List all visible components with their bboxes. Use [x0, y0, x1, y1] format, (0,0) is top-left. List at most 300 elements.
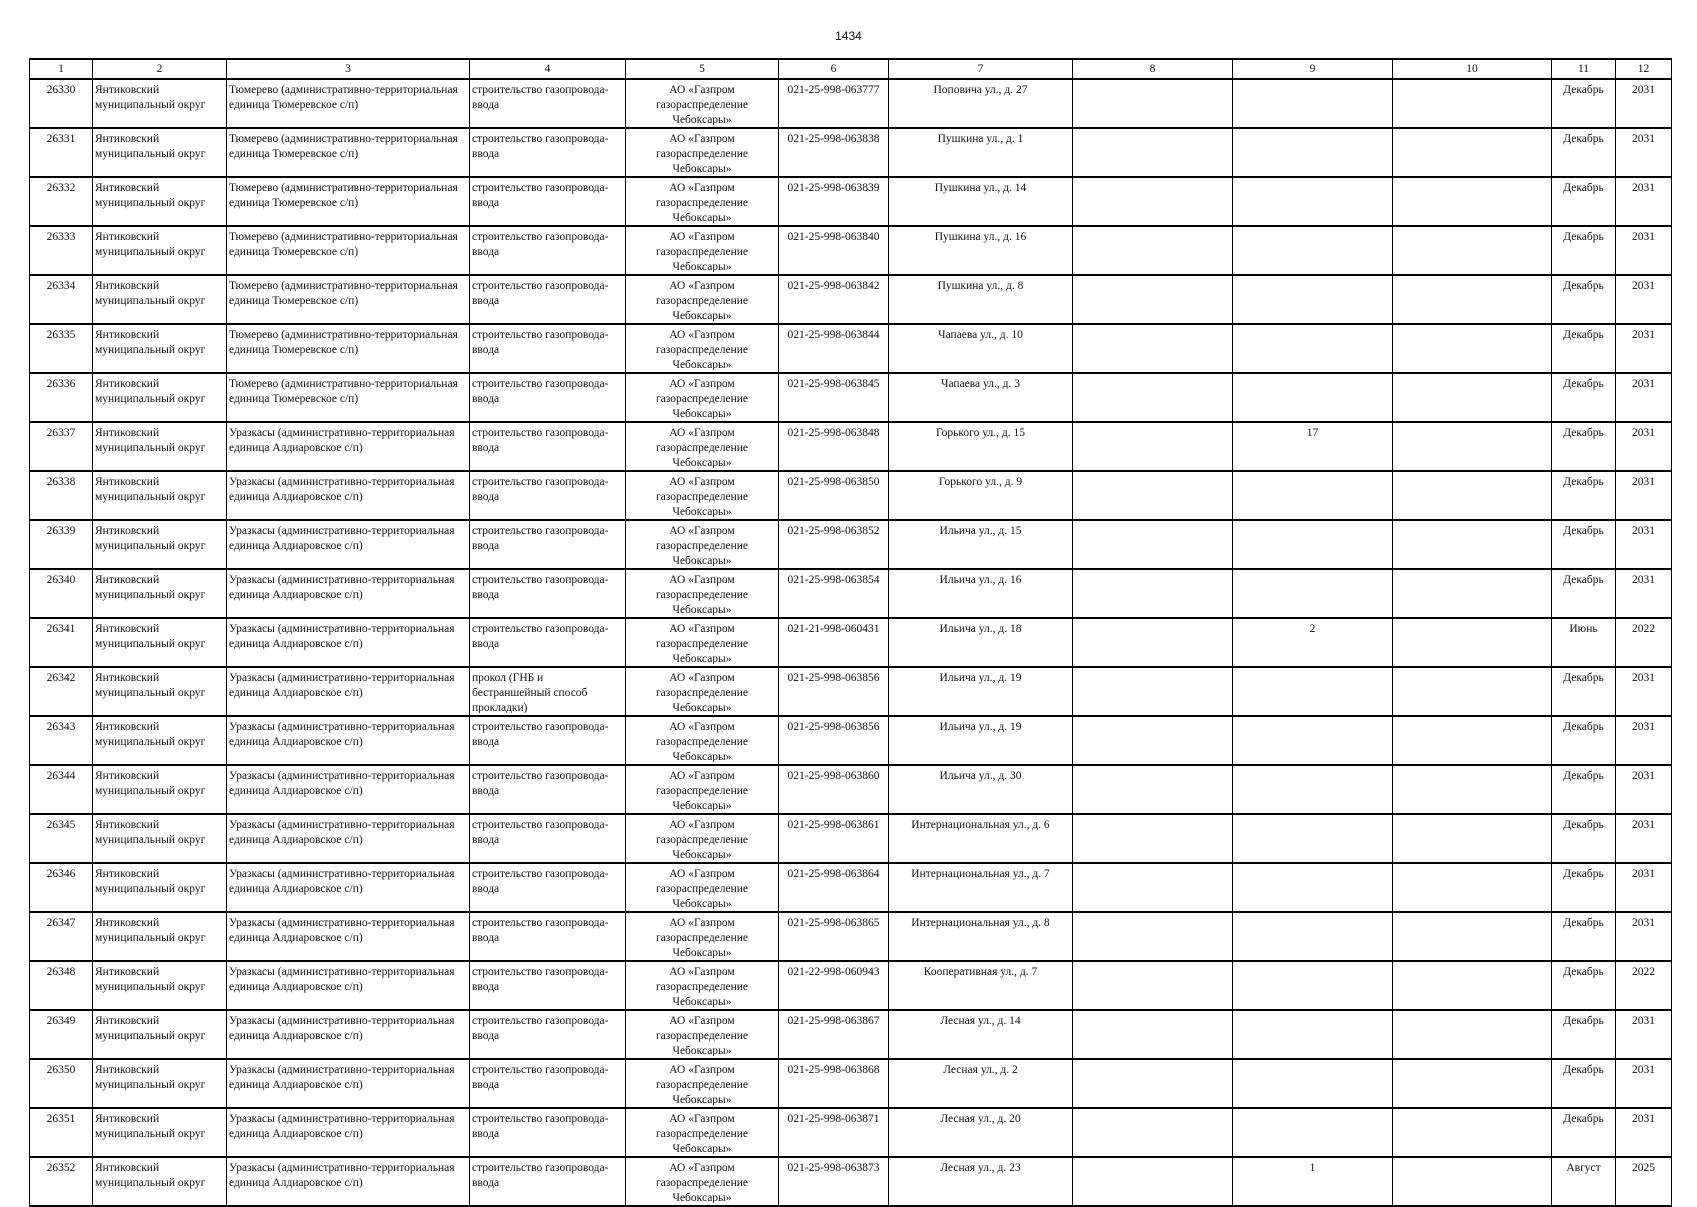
cell-month — [1552, 226, 1616, 275]
cell-work-type — [470, 373, 626, 422]
organization-text: АО «Газпром газораспределение Чебоксары» — [655, 1015, 749, 1056]
cell-column-8-value — [1073, 79, 1233, 128]
cell-address — [889, 79, 1073, 128]
registry-table — [29, 58, 1672, 1207]
organization-text: АО «Газпром газораспределение Чебоксары» — [655, 721, 749, 762]
cell-column-8-value — [1073, 373, 1233, 422]
settlement-text: Уразкасы (административно-территориальная единица Алдиаровское с/п) — [229, 1162, 455, 1189]
cell-column-9-value — [1233, 373, 1393, 422]
table-row — [30, 471, 1672, 520]
settlement-text: Тюмерево (административно-территориальная единица Тюмеревское с/п) — [229, 231, 458, 258]
municipal-district-text: Янтиковский муниципальный округ — [95, 133, 206, 160]
cell-municipal-district — [93, 961, 227, 1010]
cell-record-number — [30, 912, 93, 961]
cell-work-type — [470, 324, 626, 373]
organization-text: АО «Газпром газораспределение Чебоксары» — [655, 182, 749, 223]
cell-column-10-value — [1393, 422, 1552, 471]
cell-record-number — [30, 324, 93, 373]
cell-record-number — [30, 863, 93, 912]
year-text: 2031 — [1632, 819, 1655, 831]
address-text: Лесная ул., д. 14 — [940, 1015, 1021, 1027]
cell-object-code — [779, 128, 889, 177]
month-text: Декабрь — [1563, 1015, 1604, 1027]
settlement-text: Уразкасы (административно-территориальная единица Алдиаровское с/п) — [229, 476, 455, 503]
work-type-text: строительство газопровода-ввода — [472, 574, 609, 601]
cell-column-10-value — [1393, 520, 1552, 569]
year-text: 2022 — [1632, 966, 1655, 978]
cell-address — [889, 961, 1073, 1010]
cell-municipal-district — [93, 1108, 227, 1157]
cell-municipal-district — [93, 912, 227, 961]
record-number-text: 26339 — [46, 525, 76, 537]
cell-column-10-value — [1393, 667, 1552, 716]
cell-municipal-district — [93, 324, 227, 373]
cell-work-type — [470, 471, 626, 520]
year-text: 2031 — [1632, 525, 1655, 537]
organization-text: АО «Газпром газораспределение Чебоксары» — [655, 819, 749, 860]
cell-object-code — [779, 471, 889, 520]
cell-column-8-value — [1073, 422, 1233, 471]
work-type-text: строительство газопровода-ввода — [472, 1064, 609, 1091]
address-text: Лесная ул., д. 23 — [940, 1162, 1021, 1174]
cell-municipal-district — [93, 1059, 227, 1108]
object-code-text: 021-25-998-063864 — [787, 868, 880, 880]
cell-settlement — [227, 226, 470, 275]
cell-year — [1616, 912, 1672, 961]
cell-organization — [626, 471, 779, 520]
cell-record-number — [30, 1108, 93, 1157]
cell-municipal-district — [93, 226, 227, 275]
object-code-text: 021-25-998-063848 — [787, 427, 880, 439]
cell-object-code — [779, 1157, 889, 1206]
address-text: Чапаева ул., д. 3 — [940, 378, 1020, 390]
cell-settlement — [227, 912, 470, 961]
cell-organization — [626, 226, 779, 275]
work-type-text: строительство газопровода-ввода — [472, 280, 609, 307]
cell-settlement — [227, 177, 470, 226]
cell-column-9-value — [1233, 1059, 1393, 1108]
table-row — [30, 275, 1672, 324]
cell-column-9-value — [1233, 275, 1393, 324]
cell-column-9-value — [1233, 226, 1393, 275]
cell-organization — [626, 667, 779, 716]
cell-municipal-district — [93, 863, 227, 912]
organization-text: АО «Газпром газораспределение Чебоксары» — [655, 868, 749, 909]
cell-object-code — [779, 912, 889, 961]
settlement-text: Тюмерево (административно-территориальная единица Тюмеревское с/п) — [229, 280, 458, 307]
cell-column-10-value — [1393, 1157, 1552, 1206]
settlement-text: Тюмерево (административно-территориальная единица Тюмеревское с/п) — [229, 182, 458, 209]
cell-municipal-district — [93, 373, 227, 422]
cell-municipal-district — [93, 177, 227, 226]
year-text: 2031 — [1632, 476, 1655, 488]
cell-column-9-value — [1233, 961, 1393, 1010]
cell-month — [1552, 569, 1616, 618]
record-number-text: 26335 — [46, 329, 76, 341]
month-text: Декабрь — [1563, 182, 1604, 194]
cell-organization — [626, 569, 779, 618]
cell-month — [1552, 1010, 1616, 1059]
cell-record-number — [30, 275, 93, 324]
address-text: Ильича ул., д. 19 — [939, 721, 1022, 733]
address-text: Лесная ул., д. 2 — [943, 1064, 1018, 1076]
cell-year — [1616, 667, 1672, 716]
month-text: Декабрь — [1563, 672, 1604, 684]
cell-work-type — [470, 716, 626, 765]
work-type-text: прокол (ГНБ и бестраншейный способ прокладки) — [472, 672, 588, 713]
cell-column-8-value — [1073, 128, 1233, 177]
column-number-header: 9 — [1233, 59, 1393, 79]
cell-column-10-value — [1393, 226, 1552, 275]
cell-record-number — [30, 373, 93, 422]
cell-column-9-value — [1233, 471, 1393, 520]
table-row — [30, 177, 1672, 226]
cell-work-type — [470, 422, 626, 471]
work-type-text: строительство газопровода-ввода — [472, 966, 609, 993]
cell-column-8-value — [1073, 226, 1233, 275]
cell-work-type — [470, 618, 626, 667]
cell-object-code — [779, 1010, 889, 1059]
cell-record-number — [30, 520, 93, 569]
record-number-text: 26343 — [46, 721, 76, 733]
cell-work-type — [470, 520, 626, 569]
cell-column-9-value — [1233, 177, 1393, 226]
column-number-header: 10 — [1393, 59, 1552, 79]
record-number-text: 26337 — [46, 427, 76, 439]
cell-work-type — [470, 912, 626, 961]
cell-settlement — [227, 422, 470, 471]
cell-column-10-value — [1393, 961, 1552, 1010]
month-text: Декабрь — [1563, 1064, 1604, 1076]
table-body — [30, 79, 1672, 1206]
cell-object-code — [779, 373, 889, 422]
cell-object-code — [779, 716, 889, 765]
cell-column-9-value — [1233, 667, 1393, 716]
record-number-text: 26347 — [46, 917, 76, 929]
table-row — [30, 128, 1672, 177]
cell-column-9-value — [1233, 520, 1393, 569]
month-text: Декабрь — [1563, 378, 1604, 390]
record-number-text: 26346 — [46, 868, 76, 880]
organization-text: АО «Газпром газораспределение Чебоксары» — [655, 378, 749, 419]
cell-organization — [626, 1010, 779, 1059]
organization-text: АО «Газпром газораспределение Чебоксары» — [655, 1162, 749, 1203]
year-text: 2031 — [1632, 378, 1655, 390]
cell-work-type — [470, 226, 626, 275]
cell-work-type — [470, 79, 626, 128]
cell-month — [1552, 667, 1616, 716]
settlement-text: Уразкасы (административно-территориальная единица Алдиаровское с/п) — [229, 1015, 455, 1042]
cell-record-number — [30, 422, 93, 471]
cell-record-number — [30, 569, 93, 618]
settlement-text: Уразкасы (административно-территориальная единица Алдиаровское с/п) — [229, 966, 455, 993]
cell-year — [1616, 814, 1672, 863]
object-code-text: 021-25-998-063844 — [787, 329, 880, 341]
cell-year — [1616, 471, 1672, 520]
cell-settlement — [227, 471, 470, 520]
municipal-district-text: Янтиковский муниципальный округ — [95, 1162, 206, 1189]
settlement-text: Уразкасы (административно-территориальная единица Алдиаровское с/п) — [229, 672, 455, 699]
cell-municipal-district — [93, 814, 227, 863]
cell-year — [1616, 324, 1672, 373]
cell-address — [889, 226, 1073, 275]
cell-settlement — [227, 863, 470, 912]
settlement-text: Уразкасы (административно-территориальная единица Алдиаровское с/п) — [229, 819, 455, 846]
address-text: Интернациональная ул., д. 7 — [911, 868, 1050, 880]
cell-record-number — [30, 1010, 93, 1059]
cell-year — [1616, 863, 1672, 912]
municipal-district-text: Янтиковский муниципальный округ — [95, 868, 206, 895]
record-number-text: 26336 — [46, 378, 76, 390]
cell-column-10-value — [1393, 1108, 1552, 1157]
cell-column-10-value — [1393, 814, 1552, 863]
cell-object-code — [779, 422, 889, 471]
column-number-header: 11 — [1552, 59, 1616, 79]
cell-municipal-district — [93, 667, 227, 716]
cell-record-number — [30, 79, 93, 128]
record-number-text: 26344 — [46, 770, 76, 782]
cell-year — [1616, 1059, 1672, 1108]
cell-year — [1616, 961, 1672, 1010]
year-text: 2031 — [1632, 1113, 1655, 1125]
cell-month — [1552, 863, 1616, 912]
cell-column-8-value — [1073, 275, 1233, 324]
cell-year — [1616, 128, 1672, 177]
cell-work-type — [470, 1010, 626, 1059]
cell-municipal-district — [93, 128, 227, 177]
organization-text: АО «Газпром газораспределение Чебоксары» — [655, 231, 749, 272]
cell-address — [889, 667, 1073, 716]
cell-address — [889, 1059, 1073, 1108]
object-code-text: 021-25-998-063856 — [787, 721, 880, 733]
table-row — [30, 863, 1672, 912]
cell-organization — [626, 912, 779, 961]
year-text: 2031 — [1632, 133, 1655, 145]
cell-month — [1552, 275, 1616, 324]
municipal-district-text: Янтиковский муниципальный округ — [95, 721, 206, 748]
column-number-header: 5 — [626, 59, 779, 79]
record-number-text: 26351 — [46, 1113, 76, 1125]
cell-record-number — [30, 716, 93, 765]
year-text: 2031 — [1632, 770, 1655, 782]
cell-address — [889, 471, 1073, 520]
cell-column-9-value — [1233, 765, 1393, 814]
month-text: Декабрь — [1563, 868, 1604, 880]
organization-text: АО «Газпром газораспределение Чебоксары» — [655, 84, 749, 125]
organization-text: АО «Газпром газораспределение Чебоксары» — [655, 1113, 749, 1154]
column-9-value-text: 1 — [1309, 1162, 1316, 1174]
table-row — [30, 1157, 1672, 1206]
cell-column-8-value — [1073, 716, 1233, 765]
work-type-text: строительство газопровода-ввода — [472, 427, 609, 454]
cell-settlement — [227, 765, 470, 814]
work-type-text: строительство газопровода-ввода — [472, 868, 609, 895]
table-row — [30, 618, 1672, 667]
year-text: 2031 — [1632, 1015, 1655, 1027]
work-type-text: строительство газопровода-ввода — [472, 525, 609, 552]
cell-address — [889, 1157, 1073, 1206]
address-text: Горького ул., д. 15 — [936, 427, 1025, 439]
table-row — [30, 520, 1672, 569]
cell-column-8-value — [1073, 569, 1233, 618]
cell-column-8-value — [1073, 177, 1233, 226]
cell-work-type — [470, 1157, 626, 1206]
work-type-text: строительство газопровода-ввода — [472, 623, 609, 650]
table-row — [30, 324, 1672, 373]
cell-object-code — [779, 667, 889, 716]
year-text: 2031 — [1632, 574, 1655, 586]
record-number-text: 26345 — [46, 819, 76, 831]
cell-address — [889, 1010, 1073, 1059]
cell-object-code — [779, 275, 889, 324]
month-text: Декабрь — [1563, 917, 1604, 929]
cell-column-9-value — [1233, 863, 1393, 912]
cell-month — [1552, 1059, 1616, 1108]
page-number: 1434 — [835, 29, 862, 43]
month-text: Декабрь — [1563, 427, 1604, 439]
cell-settlement — [227, 814, 470, 863]
address-text: Лесная ул., д. 20 — [940, 1113, 1021, 1125]
cell-column-9-value — [1233, 324, 1393, 373]
work-type-text: строительство газопровода-ввода — [472, 721, 609, 748]
table-row — [30, 226, 1672, 275]
address-text: Интернациональная ул., д. 6 — [911, 819, 1050, 831]
work-type-text: строительство газопровода-ввода — [472, 476, 609, 503]
cell-column-8-value — [1073, 1157, 1233, 1206]
municipal-district-text: Янтиковский муниципальный округ — [95, 966, 206, 993]
cell-object-code — [779, 1108, 889, 1157]
cell-column-10-value — [1393, 471, 1552, 520]
cell-settlement — [227, 569, 470, 618]
cell-column-9-value — [1233, 1010, 1393, 1059]
work-type-text: строительство газопровода-ввода — [472, 819, 609, 846]
cell-record-number — [30, 471, 93, 520]
cell-column-8-value — [1073, 471, 1233, 520]
month-text: Декабрь — [1563, 721, 1604, 733]
column-number-header: 8 — [1073, 59, 1233, 79]
address-text: Пушкина ул., д. 1 — [937, 133, 1024, 145]
cell-month — [1552, 1157, 1616, 1206]
column-number-header: 7 — [889, 59, 1073, 79]
cell-column-10-value — [1393, 275, 1552, 324]
cell-year — [1616, 177, 1672, 226]
cell-settlement — [227, 618, 470, 667]
object-code-text: 021-21-998-060431 — [787, 623, 880, 635]
cell-column-10-value — [1393, 765, 1552, 814]
organization-text: АО «Газпром газораспределение Чебоксары» — [655, 672, 749, 713]
cell-month — [1552, 324, 1616, 373]
address-text: Интернациональная ул., д. 8 — [911, 917, 1050, 929]
cell-month — [1552, 520, 1616, 569]
cell-address — [889, 520, 1073, 569]
cell-address — [889, 1108, 1073, 1157]
cell-column-9-value — [1233, 618, 1393, 667]
cell-organization — [626, 814, 779, 863]
settlement-text: Уразкасы (административно-территориальная единица Алдиаровское с/п) — [229, 770, 455, 797]
municipal-district-text: Янтиковский муниципальный округ — [95, 819, 206, 846]
object-code-text: 021-25-998-063873 — [787, 1162, 880, 1174]
work-type-text: строительство газопровода-ввода — [472, 1162, 609, 1189]
cell-work-type — [470, 765, 626, 814]
column-number-header: 12 — [1616, 59, 1672, 79]
cell-year — [1616, 569, 1672, 618]
cell-month — [1552, 79, 1616, 128]
cell-month — [1552, 177, 1616, 226]
cell-year — [1616, 520, 1672, 569]
cell-work-type — [470, 667, 626, 716]
cell-year — [1616, 422, 1672, 471]
municipal-district-text: Янтиковский муниципальный округ — [95, 1015, 206, 1042]
municipal-district-text: Янтиковский муниципальный округ — [95, 574, 206, 601]
cell-municipal-district — [93, 79, 227, 128]
cell-column-10-value — [1393, 324, 1552, 373]
work-type-text: строительство газопровода-ввода — [472, 1015, 609, 1042]
cell-settlement — [227, 275, 470, 324]
cell-column-10-value — [1393, 373, 1552, 422]
settlement-text: Уразкасы (административно-территориальная единица Алдиаровское с/п) — [229, 1064, 455, 1091]
cell-address — [889, 765, 1073, 814]
cell-municipal-district — [93, 520, 227, 569]
cell-work-type — [470, 814, 626, 863]
municipal-district-text: Янтиковский муниципальный округ — [95, 1113, 206, 1140]
cell-column-10-value — [1393, 79, 1552, 128]
cell-column-8-value — [1073, 520, 1233, 569]
cell-object-code — [779, 324, 889, 373]
column-number-header: 3 — [227, 59, 470, 79]
cell-municipal-district — [93, 569, 227, 618]
cell-column-8-value — [1073, 324, 1233, 373]
cell-address — [889, 177, 1073, 226]
cell-address — [889, 275, 1073, 324]
cell-year — [1616, 1010, 1672, 1059]
month-text: Декабрь — [1563, 574, 1604, 586]
year-text: 2031 — [1632, 427, 1655, 439]
settlement-text: Тюмерево (административно-территориальная единица Тюмеревское с/п) — [229, 84, 458, 111]
month-text: Декабрь — [1563, 1113, 1604, 1125]
table-row — [30, 1108, 1672, 1157]
column-number-header: 2 — [93, 59, 227, 79]
address-text: Ильича ул., д. 16 — [939, 574, 1022, 586]
cell-work-type — [470, 961, 626, 1010]
year-text: 2031 — [1632, 329, 1655, 341]
organization-text: АО «Газпром газораспределение Чебоксары» — [655, 1064, 749, 1105]
record-number-text: 26349 — [46, 1015, 76, 1027]
cell-organization — [626, 373, 779, 422]
record-number-text: 26341 — [46, 623, 76, 635]
month-text: Август — [1566, 1162, 1601, 1174]
record-number-text: 26334 — [46, 280, 76, 292]
record-number-text: 26333 — [46, 231, 76, 243]
address-text: Горького ул., д. 9 — [938, 476, 1023, 488]
cell-year — [1616, 226, 1672, 275]
cell-object-code — [779, 1059, 889, 1108]
cell-organization — [626, 863, 779, 912]
cell-column-10-value — [1393, 128, 1552, 177]
cell-settlement — [227, 128, 470, 177]
year-text: 2025 — [1632, 1162, 1655, 1174]
record-number-text: 26340 — [46, 574, 76, 586]
cell-record-number — [30, 961, 93, 1010]
year-text: 2022 — [1632, 623, 1655, 635]
table-row — [30, 961, 1672, 1010]
cell-record-number — [30, 667, 93, 716]
record-number-text: 26330 — [46, 84, 76, 96]
organization-text: АО «Газпром газораспределение Чебоксары» — [655, 574, 749, 615]
cell-settlement — [227, 667, 470, 716]
address-text: Пушкина ул., д. 16 — [934, 231, 1027, 243]
cell-column-10-value — [1393, 177, 1552, 226]
month-text: Декабрь — [1563, 819, 1604, 831]
